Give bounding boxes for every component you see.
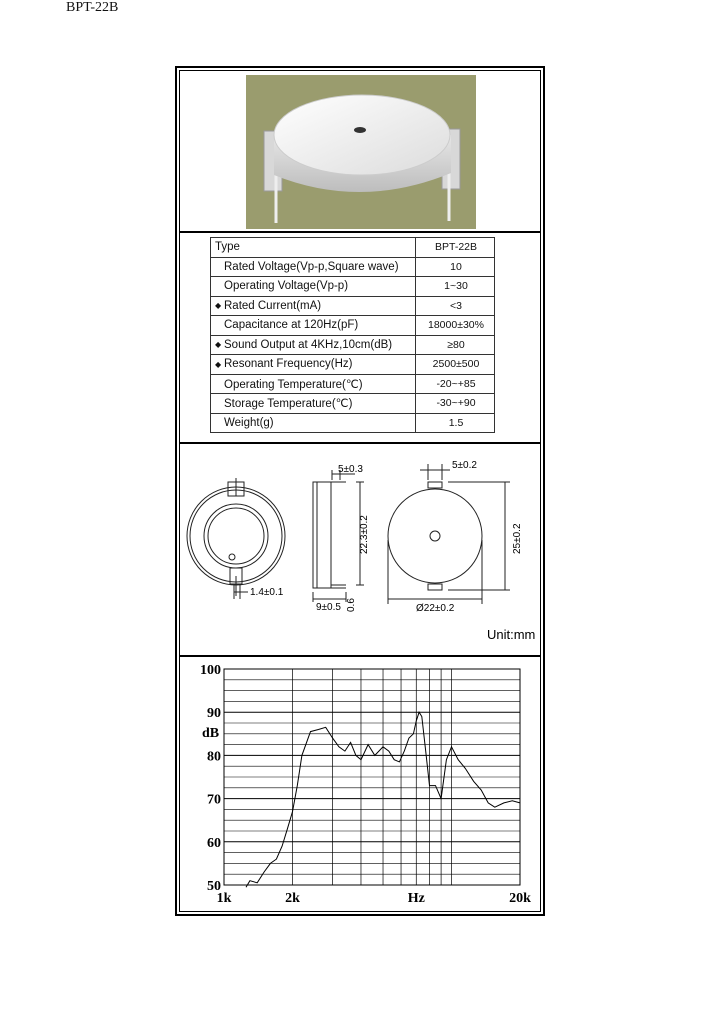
spec-value: 1~30: [416, 277, 495, 297]
bullet-icon: ◆: [215, 340, 222, 350]
document-title: BPT-22B: [66, 0, 119, 15]
spec-value: -20~+85: [416, 374, 495, 394]
bullet-icon: ◆: [215, 359, 222, 369]
table-row: [211, 316, 495, 336]
spec-param: Rated Current(mA): [224, 299, 322, 312]
front-view-drawing: [388, 464, 510, 604]
bullet-icon: ◆: [215, 301, 222, 311]
spec-value: ≥80: [416, 335, 495, 355]
spec-param-cell: [211, 335, 416, 355]
dimension-drawing-panel: [180, 444, 540, 657]
spec-param: Sound Output at 4KHz,10cm(dB): [224, 338, 393, 351]
product-photo-panel: [180, 71, 540, 233]
spec-param-cell: [211, 374, 416, 394]
front-diameter-dim-label: Ø22±0.2: [416, 603, 455, 614]
table-row: [211, 277, 495, 297]
pin-width-label: 1.4±0.1: [250, 587, 284, 598]
table-row: [211, 296, 495, 316]
table-header-row: [211, 238, 495, 258]
y-tick-label: 90: [207, 706, 221, 722]
side-height-dim-label: 22.3±0.2: [359, 515, 370, 554]
y-tick-label: 50: [207, 879, 221, 894]
spec-value: 2500±500: [416, 355, 495, 375]
y-tick-label: 60: [207, 835, 221, 851]
spec-param-cell: [211, 277, 416, 297]
x-tick-label: 2k: [285, 891, 300, 906]
frequency-response-panel: [180, 657, 540, 917]
spec-value: -30~+90: [416, 394, 495, 414]
chart-tick-labels: [200, 663, 531, 906]
spec-param-cell: [211, 296, 416, 316]
spec-param: Weight(g): [224, 416, 274, 429]
table-row: [211, 413, 495, 433]
table-row: [211, 355, 495, 375]
spec-value: 1.5: [416, 413, 495, 433]
side-view-drawing: [313, 470, 364, 602]
y-tick-label: 70: [207, 792, 221, 808]
spec-param: Rated Voltage(Vp-p,Square wave): [224, 260, 399, 273]
y-tick-label: 80: [207, 749, 221, 765]
spec-param: Storage Temperature(℃): [224, 398, 353, 411]
table-header-type: Type: [211, 238, 416, 258]
specification-table: [210, 237, 495, 433]
spec-param: Capacitance at 120Hz(pF): [224, 319, 359, 332]
datasheet-frame: [175, 66, 545, 916]
x-tick-label: 20k: [509, 891, 531, 906]
table-row: [211, 335, 495, 355]
table-row: [211, 374, 495, 394]
spec-value: 10: [416, 257, 495, 277]
unit-label: Unit:mm: [487, 627, 536, 642]
frequency-response-chart: [180, 657, 544, 915]
side-top-dim-label: 5±0.3: [338, 464, 363, 475]
spec-param-cell: [211, 257, 416, 277]
chart-grid: [224, 669, 520, 885]
spec-param-cell: [211, 394, 416, 414]
y-tick-label: 100: [200, 663, 221, 678]
spec-value: <3: [416, 296, 495, 316]
spec-param-cell: [211, 316, 416, 336]
front-top-dim-label: 5±0.2: [452, 460, 477, 471]
front-height-dim-label: 25±0.2: [512, 523, 523, 554]
table-row: [211, 257, 495, 277]
side-thickness-dim-label: 0.6: [346, 598, 357, 612]
side-bottom-dim-label: 9±0.5: [316, 602, 341, 613]
dimension-drawing: [180, 444, 544, 653]
x-axis-label: Hz: [407, 891, 425, 906]
spec-value: 18000±30%: [416, 316, 495, 336]
x-tick-label: 1k: [216, 891, 232, 906]
datasheet-inner-border: [179, 70, 541, 912]
y-axis-label: dB: [202, 726, 220, 741]
spec-param: Operating Temperature(℃): [224, 378, 363, 391]
spec-param-cell: [211, 413, 416, 433]
back-view-drawing: [187, 478, 285, 599]
piezo-buzzer-photo-icon: [246, 75, 476, 229]
table-row: [211, 394, 495, 414]
spec-param: Operating Voltage(Vp-p): [224, 280, 349, 293]
specification-panel: [180, 233, 540, 444]
table-header-model: BPT-22B: [416, 238, 495, 258]
spec-param: Resonant Frequency(Hz): [224, 358, 353, 371]
spec-param-cell: [211, 355, 416, 375]
